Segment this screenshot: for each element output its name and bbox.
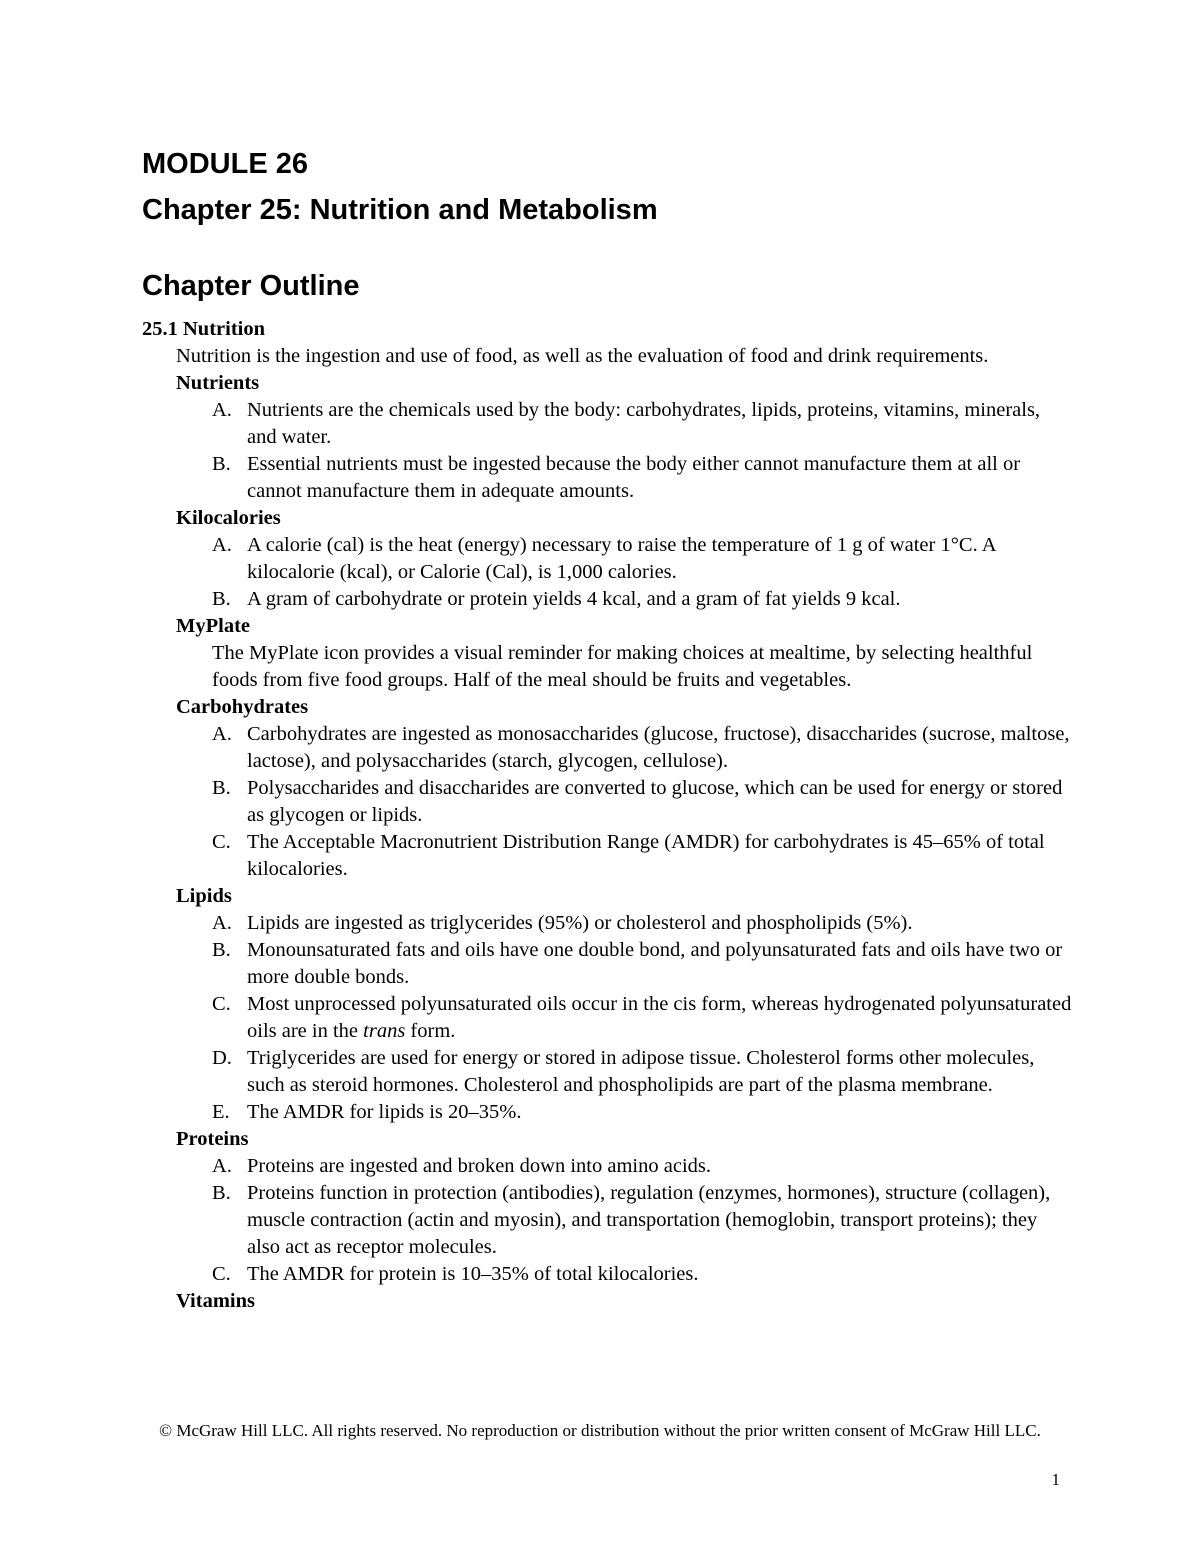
list-item-text-part: Most unprocessed polyunsaturated oils occur in the cis form, whereas hydrogenated polyunsaturated oils are in the [247, 993, 1072, 1042]
list-marker: E. [212, 1101, 230, 1123]
list-item [212, 1180, 1072, 1261]
list-item [212, 775, 1072, 829]
chapter-outline-content [142, 316, 1072, 1315]
list-marker: A. [212, 534, 232, 556]
list-item-text: Triglycerides are used for energy or stored in adipose tissue. Cholesterol forms other molecules, such as steroid hormones. Cholesterol and phospholipids are part of the plasma membrane. [247, 1047, 1035, 1096]
list-item-text: The AMDR for lipids is 20–35%. [247, 1101, 522, 1123]
list-item [212, 829, 1072, 883]
list-item-text: Essential nutrients must be ingested because the body either cannot manufacture them at all or cannot manufacture them in adequate amounts. [247, 453, 1021, 502]
list-item-text: Proteins are ingested and broken down into amino acids. [247, 1155, 711, 1177]
list-marker: C. [212, 831, 231, 853]
list-item-text: Carbohydrates are ingested as monosaccharides (glucose, fructose), disaccharides (sucrose, maltose, lactose), and polysaccharides (starch, glycogen, cellulose). [247, 723, 1070, 772]
list-item [212, 586, 1072, 613]
list-nutrients [176, 397, 1072, 505]
list-marker: B. [212, 1182, 231, 1204]
list-item-text [247, 993, 1071, 1042]
list-item [212, 910, 1072, 937]
myplate-text: The MyPlate icon provides a visual reminder for making choices at mealtime, by selecting healthful foods from five food groups. Half of the meal should be fruits and vegetables. [212, 642, 1033, 691]
list-marker: B. [212, 588, 231, 610]
list-item [212, 397, 1072, 451]
module-title: MODULE 26 [142, 148, 308, 180]
list-marker: A. [212, 723, 232, 745]
list-item-text: A gram of carbohydrate or protein yields 4 kcal, and a gram of fat yields 9 kcal. [247, 588, 901, 610]
list-marker: B. [212, 777, 231, 799]
list-marker: B. [212, 453, 231, 475]
list-item-text: Polysaccharides and disaccharides are converted to glucose, which can be used for energy or stored as glycogen or lipids. [247, 777, 1063, 826]
subheading-carbohydrates: Carbohydrates [176, 696, 309, 718]
subheading-myplate: MyPlate [176, 615, 250, 637]
list-item [212, 721, 1072, 775]
list-item [212, 532, 1072, 586]
list-marker: A. [212, 399, 232, 421]
list-item [212, 1045, 1072, 1099]
list-item [212, 1153, 1072, 1180]
subheading-vitamins: Vitamins [176, 1290, 255, 1312]
list-item [212, 937, 1072, 991]
list-item-text: Nutrients are the chemicals used by the body: carbohydrates, lipids, proteins, vitamins, minerals, and water. [247, 399, 1041, 448]
list-item [212, 991, 1072, 1045]
list-marker: C. [212, 993, 231, 1015]
list-item-text: The AMDR for protein is 10–35% of total kilocalories. [247, 1263, 699, 1285]
italic-term: trans [363, 1020, 406, 1042]
list-item-text: Monounsaturated fats and oils have one double bond, and polyunsaturated fats and oils have two or more double bonds. [247, 939, 1063, 988]
list-lipids [176, 910, 1072, 1126]
outline-title: Chapter Outline [142, 270, 360, 302]
subheading-lipids: Lipids [176, 885, 232, 907]
list-carbohydrates [176, 721, 1072, 883]
list-proteins [176, 1153, 1072, 1288]
page-number: 1 [1051, 1470, 1060, 1489]
section-body [176, 343, 1072, 1315]
list-item-text-part: form. [405, 1020, 456, 1042]
list-marker: B. [212, 939, 231, 961]
list-marker: A. [212, 912, 232, 934]
chapter-title: Chapter 25: Nutrition and Metabolism [142, 194, 658, 226]
list-item [212, 1261, 1072, 1288]
list-marker: A. [212, 1155, 232, 1177]
subheading-nutrients: Nutrients [176, 372, 260, 394]
list-item [212, 1099, 1072, 1126]
list-item [212, 451, 1072, 505]
list-marker: D. [212, 1047, 232, 1069]
list-item-text: The Acceptable Macronutrient Distribution Range (AMDR) for carbohydrates is 45–65% of total kilocalories. [247, 831, 1045, 880]
section-intro: Nutrition is the ingestion and use of food, as well as the evaluation of food and drink requirements. [176, 345, 989, 367]
list-item-text: A calorie (cal) is the heat (energy) necessary to raise the temperature of 1 g of water 1°C. A kilocalorie (kcal), or Calorie (Cal), is 1,000 calories. [247, 534, 996, 583]
section-heading: 25.1 Nutrition [142, 318, 265, 340]
list-marker: C. [212, 1263, 231, 1285]
subheading-kilocalories: Kilocalories [176, 507, 281, 529]
subheading-proteins: Proteins [176, 1128, 249, 1150]
list-item-text: Proteins function in protection (antibodies), regulation (enzymes, hormones), structure (collagen), muscle contraction (actin and myosin), and transportation (hemoglobin, transport proteins); they also act as receptor molecules. [247, 1182, 1051, 1258]
list-item-text: Lipids are ingested as triglycerides (95%) or cholesterol and phospholipids (5%). [247, 912, 913, 934]
copyright-footer: © McGraw Hill LLC. All rights reserved. No reproduction or distribution without the prior written consent of McGraw Hill LLC. [159, 1421, 1041, 1440]
list-kilocalories [176, 532, 1072, 613]
